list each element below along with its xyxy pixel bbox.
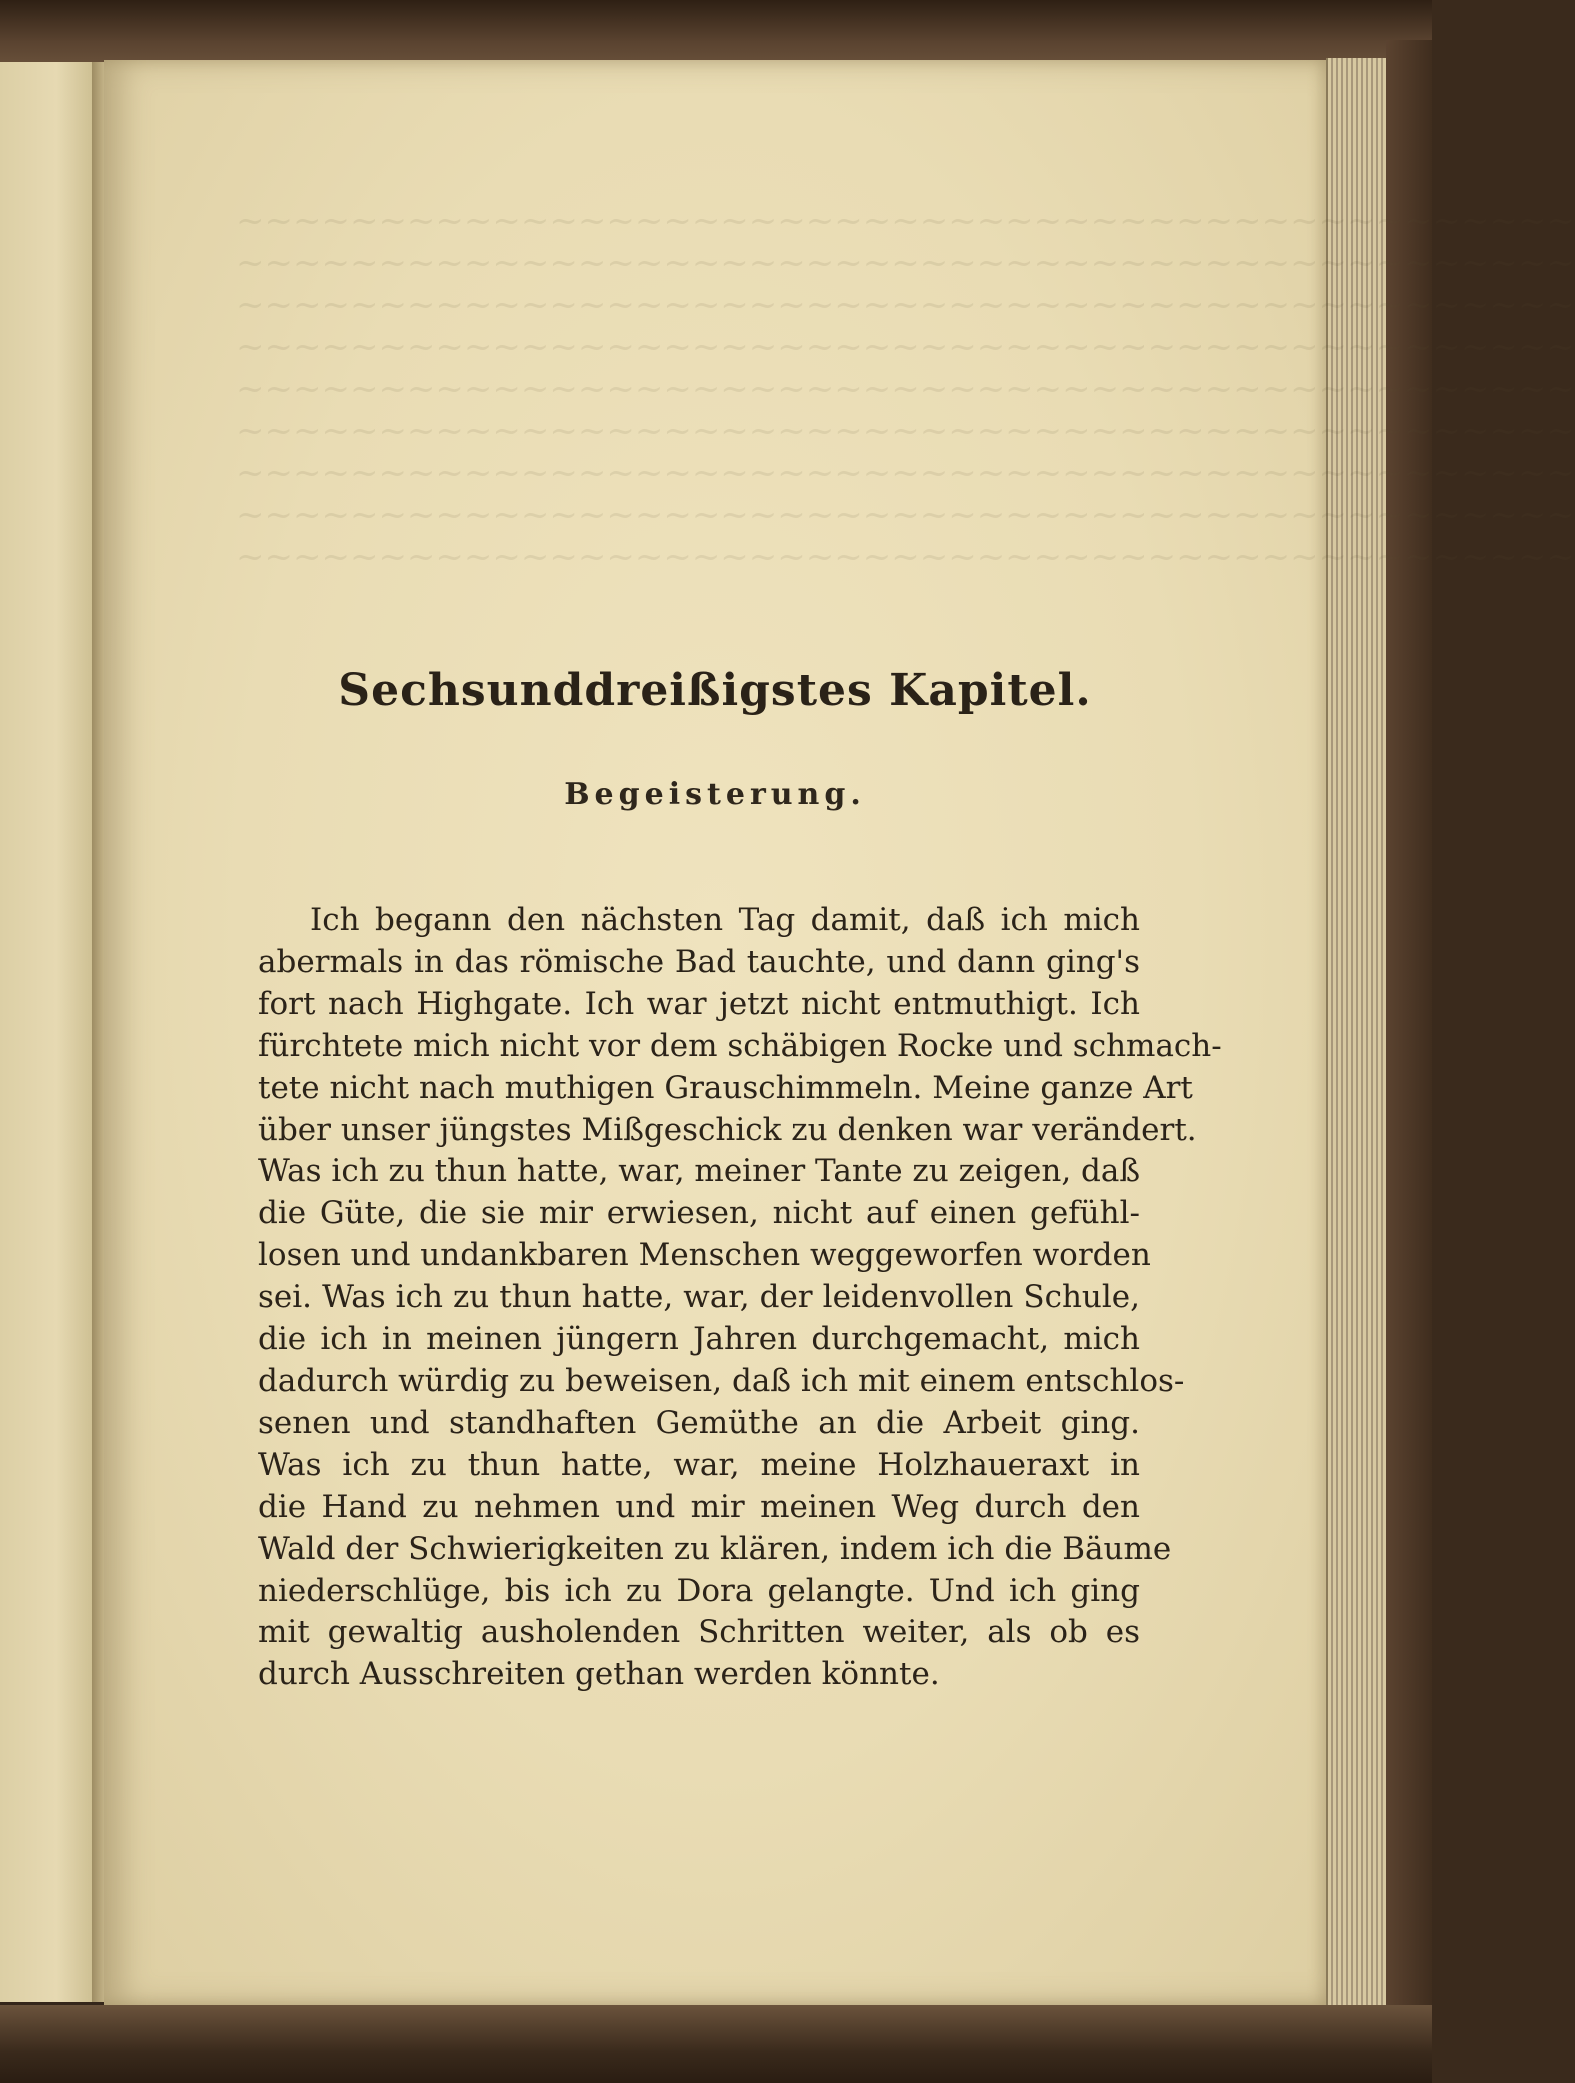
text-line: abermals in das römische Bad tauchte, und dann ging's — [258, 943, 1140, 980]
text-line: die Güte, die sie mir erwiesen, nicht auf einen gefühl- — [258, 1195, 1140, 1232]
text-line: Wald der Schwierigkeiten zu klären, indem ich die Bäume — [258, 1530, 1172, 1567]
chapter-subtitle: Begeisterung. — [564, 777, 866, 812]
text-line: losen und undankbaren Menschen weggeworfen worden — [258, 1237, 1151, 1274]
text-line: mit gewaltig ausholenden Schritten weiter, als ob es — [258, 1614, 1140, 1651]
text-line: Ich begann den nächsten Tag damit, daß ich mich — [310, 902, 1140, 938]
text-line: durch Ausschreiten gethan werden könnte. — [258, 1656, 940, 1693]
text-line: Was ich zu thun hatte, war, meiner Tante zu zeigen, daß — [258, 1153, 1141, 1190]
text-line: niederschlüge, bis ich zu Dora gelangte. Und ich ging — [258, 1572, 1140, 1609]
book-cover-right — [1386, 40, 1432, 2040]
text-line: sei. Was ich zu thun hatte, war, der leidenvollen Schule, — [258, 1279, 1140, 1316]
text-line: tete nicht nach muthigen Grauschimmeln. Meine ganze Art — [258, 1069, 1193, 1106]
chapter-title: Sechsunddreißigstes Kapitel. — [338, 665, 1092, 716]
page-edges — [1326, 58, 1388, 2008]
text-line: die Hand zu nehmen und mir meinen Weg durch den — [258, 1488, 1140, 1525]
text-line: fürchtete mich nicht vor dem schäbigen Rocke und schmach- — [258, 1027, 1222, 1064]
left-page-edge — [0, 62, 96, 2002]
book-cover-bottom — [0, 2005, 1432, 2083]
text-line: über unser jüngstes Mißgeschick zu denken war verändert. — [258, 1111, 1197, 1148]
text-line: Was ich zu thun hatte, war, meine Holzhaueraxt in — [258, 1446, 1140, 1483]
text-line: senen und standhaften Gemüthe an die Arbeit ging. — [258, 1404, 1140, 1441]
chapter-body — [258, 900, 1222, 1696]
text-line: dadurch würdig zu beweisen, daß ich mit einem entschlos- — [258, 1362, 1185, 1399]
text-line: die ich in meinen jüngern Jahren durchgemacht, mich — [258, 1321, 1140, 1358]
text-line: fort nach Highgate. Ich war jetzt nicht entmuthigt. Ich — [258, 985, 1140, 1022]
